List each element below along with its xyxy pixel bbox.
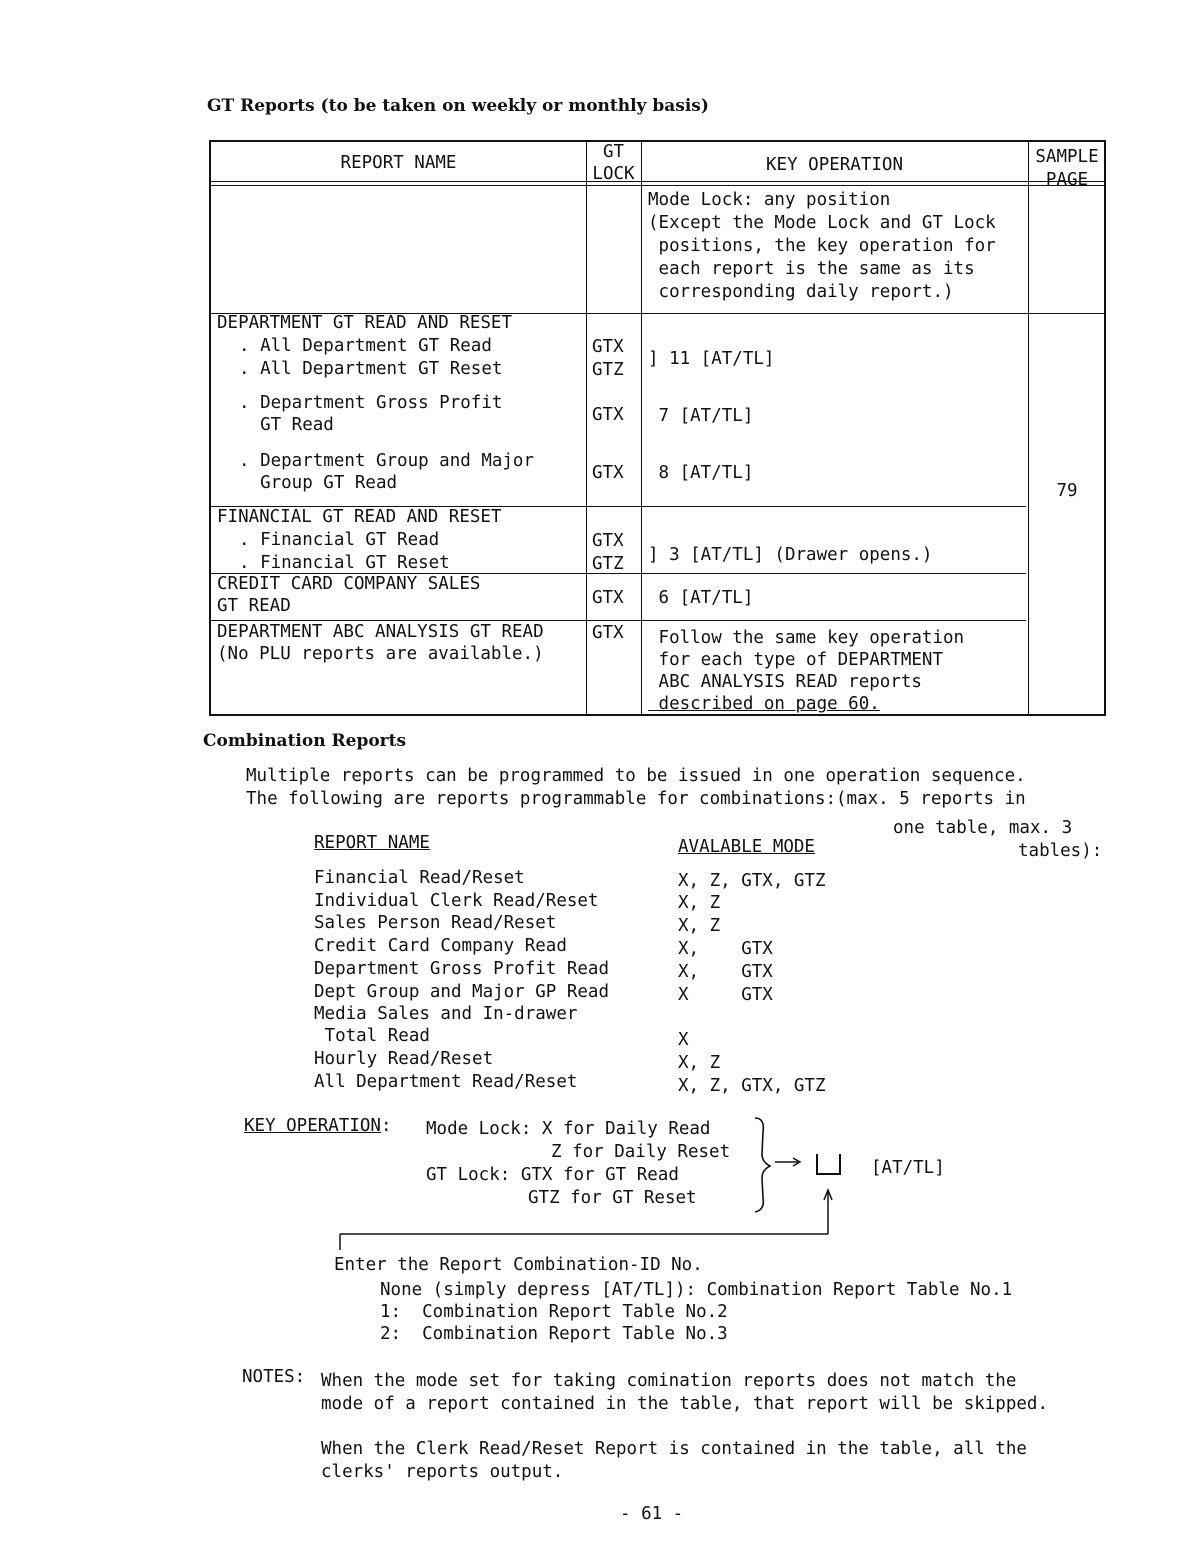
list-item: All Department Read/Reset	[314, 1072, 578, 1092]
key-op-line: Z for Daily Reset	[551, 1142, 731, 1162]
intro-key-op-line: positions, the key operation for	[648, 236, 996, 256]
list-item: Total Read	[314, 1026, 430, 1046]
header-report-name: REPORT NAME	[340, 153, 457, 173]
dept-item: . All Department GT Read	[239, 336, 492, 356]
col-divider	[586, 142, 587, 714]
key-op-diagram	[330, 1110, 870, 1260]
list-item-mode: X, Z	[678, 916, 721, 936]
list-item-mode: X, GTX	[678, 962, 773, 982]
page-number: - 61 -	[620, 1504, 684, 1524]
list-item-mode: X, GTX	[678, 939, 773, 959]
note-line: When the mode set for taking comination reports does not match the	[321, 1371, 1017, 1391]
col-header-report-name: REPORT NAME	[314, 833, 430, 853]
key-operation-label-text: KEY OPERATION	[244, 1116, 381, 1136]
dept-lock: GTX	[592, 337, 624, 357]
abc-op: described on page 60.	[648, 694, 880, 714]
header-sample-1: SAMPLE	[1035, 147, 1099, 167]
financial-title: FINANCIAL GT READ AND RESET	[217, 507, 502, 527]
credit-lock: GTX	[592, 588, 624, 608]
credit-op: 6 [AT/TL]	[648, 588, 754, 608]
notes-label: NOTES:	[242, 1367, 306, 1387]
key-op-line: GTZ for GT Reset	[528, 1188, 697, 1208]
list-item-mode: X	[678, 1030, 689, 1050]
list-item-mode: X, Z, GTX, GTZ	[678, 1076, 826, 1096]
combination-intro: Multiple reports can be programmed to be issued in one operation sequence.	[246, 766, 1026, 786]
note-line: When the Clerk Read/Reset Report is contained in the table, all the	[321, 1439, 1027, 1459]
abc-line: (No PLU reports are available.)	[217, 644, 544, 664]
intro-key-op-line: (Except the Mode Lock and GT Lock	[648, 213, 996, 233]
combination-option: None (simply depress [AT/TL]): Combination Report Table No.1	[380, 1280, 1013, 1300]
dept-op: ] 11 [AT/TL]	[648, 349, 775, 369]
list-item: Dept Group and Major GP Read	[314, 982, 610, 1002]
list-item: Sales Person Read/Reset	[314, 913, 557, 933]
key-op-line: GT Lock: GTX for GT Read	[426, 1165, 679, 1185]
intro-key-op-line: each report is the same as its	[648, 259, 975, 279]
note-line: mode of a report contained in the table, that report will be skipped.	[321, 1394, 1048, 1414]
dept-item: . Department Group and Major	[239, 451, 535, 471]
at-tl-key: [AT/TL]	[871, 1158, 945, 1178]
combination-intro: The following are reports programmable for combinations:(max. 5 reports in	[246, 789, 1026, 809]
header-key-operation: KEY OPERATION	[766, 155, 903, 175]
enter-combination-id: Enter the Report Combination-ID No.	[334, 1255, 703, 1275]
dept-item: . All Department GT Reset	[239, 359, 503, 379]
combination-intro: tables):	[1018, 841, 1103, 861]
list-item: Hourly Read/Reset	[314, 1049, 494, 1069]
key-op-line: Mode Lock: X for Daily Read	[426, 1119, 711, 1139]
dept-lock: GTX	[592, 405, 624, 425]
section-title: GT Reports (to be taken on weekly or monthly basis)	[207, 96, 709, 116]
financial-lock: GTZ	[592, 554, 624, 574]
combination-option: 1: Combination Report Table No.2	[380, 1302, 728, 1322]
combination-intro: one table, max. 3	[893, 818, 1073, 838]
intro-key-op-line: corresponding daily report.)	[648, 282, 954, 302]
list-item: Credit Card Company Read	[314, 936, 567, 956]
brace-icon	[755, 1118, 770, 1212]
col-divider	[641, 142, 642, 714]
col-header-available-mode: AVALABLE MODE	[678, 837, 815, 857]
header-rule	[211, 181, 1104, 186]
financial-item: . Financial GT Reset	[239, 553, 450, 573]
credit-line: CREDIT CARD COMPANY SALES	[217, 574, 481, 594]
list-item-mode: X GTX	[678, 985, 773, 1005]
list-item: Financial Read/Reset	[314, 868, 525, 888]
abc-line: DEPARTMENT ABC ANALYSIS GT READ	[217, 622, 544, 642]
note-line: clerks' reports output.	[321, 1462, 564, 1482]
combination-option: 2: Combination Report Table No.3	[380, 1324, 728, 1344]
financial-lock: GTX	[592, 531, 624, 551]
abc-op: ABC ANALYSIS READ reports	[648, 672, 922, 692]
dept-op: 8 [AT/TL]	[648, 463, 754, 483]
dept-item: GT Read	[239, 415, 334, 435]
header-sample-2: PAGE	[1045, 170, 1089, 190]
key-box-icon	[817, 1154, 840, 1174]
dept-lock: GTZ	[592, 360, 624, 380]
dept-item: . Department Gross Profit	[239, 393, 503, 413]
sample-page-number: 79	[1056, 481, 1078, 501]
financial-op: ] 3 [AT/TL] (Drawer opens.)	[648, 545, 933, 565]
col-divider	[1028, 142, 1029, 714]
list-item-mode: X, Z	[678, 1053, 721, 1073]
intro-key-op-line: Mode Lock: any position	[648, 190, 891, 210]
dept-op: 7 [AT/TL]	[648, 406, 754, 426]
list-item: Individual Clerk Read/Reset	[314, 891, 599, 911]
list-item: Media Sales and In-drawer	[314, 1004, 578, 1024]
dept-title: DEPARTMENT GT READ AND RESET	[217, 313, 513, 333]
header-gt-lock-2: LOCK	[592, 164, 635, 184]
financial-item: . Financial GT Read	[239, 530, 440, 550]
header-gt-lock-1: GT	[602, 142, 625, 162]
dept-item: Group GT Read	[239, 473, 398, 493]
list-item-mode: X, Z	[678, 893, 721, 913]
abc-lock: GTX	[592, 623, 624, 643]
list-item-mode: X, Z, GTX, GTZ	[678, 871, 826, 891]
dept-lock: GTX	[592, 463, 624, 483]
credit-line: GT READ	[217, 596, 291, 616]
abc-op: Follow the same key operation	[648, 628, 965, 648]
gt-reports-table	[209, 140, 1106, 716]
list-item: Department Gross Profit Read	[314, 959, 610, 979]
combination-title: Combination Reports	[203, 731, 407, 751]
abc-op: for each type of DEPARTMENT	[648, 650, 944, 670]
key-operation-colon: :	[380, 1116, 392, 1136]
